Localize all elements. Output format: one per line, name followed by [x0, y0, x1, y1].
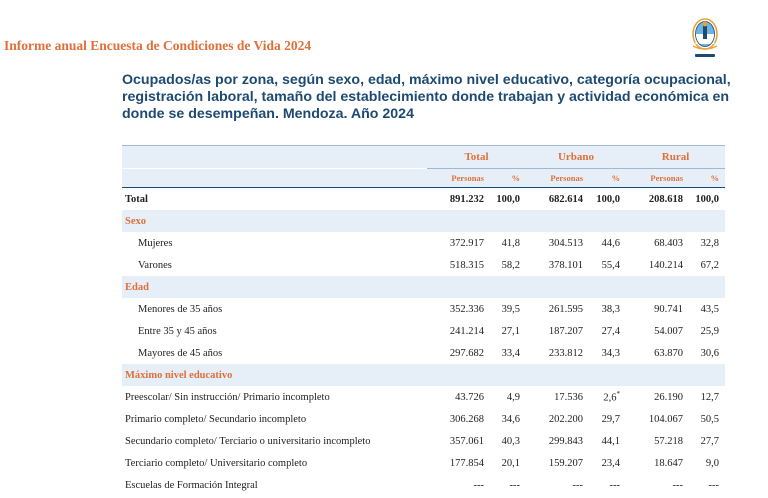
- cell-value: 306.268: [449, 413, 484, 425]
- cell-personas: [626, 232, 689, 254]
- cell-value: 233.812: [548, 347, 584, 359]
- cell-personas: [526, 342, 589, 364]
- cell-percent: [589, 320, 626, 342]
- table-row: [122, 342, 725, 364]
- cell-value: 63.870: [654, 347, 684, 359]
- cell-value: 682.614: [548, 193, 584, 205]
- cell-percent: [689, 452, 725, 474]
- subheader-personas: Personas: [626, 169, 689, 188]
- cell-value: ---: [509, 479, 521, 491]
- cell-value: 261.595: [548, 303, 584, 315]
- cell-value: 32,8: [700, 237, 720, 249]
- cell-personas: [526, 188, 589, 211]
- cell-value: 357.061: [449, 435, 484, 447]
- cell-personas: [626, 408, 689, 430]
- row-label: Entre 35 y 45 años: [138, 325, 217, 337]
- cell-percent: [589, 452, 626, 474]
- cell-personas: [626, 188, 689, 211]
- subheader-percent: %: [589, 169, 626, 188]
- cell-personas: [427, 386, 490, 408]
- cell-value: 518.315: [449, 259, 484, 271]
- cell-value: 29,7: [601, 413, 621, 425]
- row-label: Total: [125, 193, 148, 205]
- cell-personas: [626, 474, 689, 496]
- cell-percent: [589, 232, 626, 254]
- cell-percent: [589, 254, 626, 276]
- row-label: Varones: [138, 259, 172, 271]
- data-table-container: [122, 145, 725, 496]
- cell-value: 38,3: [601, 303, 621, 315]
- cell-percent: [689, 232, 725, 254]
- cell-percent: [589, 298, 626, 320]
- section-label: Edad: [122, 276, 725, 298]
- cell-value: 9,0: [705, 457, 720, 469]
- cell-percent: [490, 320, 526, 342]
- cell-value: 40,3: [501, 435, 521, 447]
- cell-percent: [490, 430, 526, 452]
- cell-value: 20,1: [501, 457, 521, 469]
- section-label: Máximo nivel educativo: [122, 364, 725, 386]
- cell-personas: [626, 320, 689, 342]
- cell-percent: [689, 188, 725, 211]
- cell-personas: [427, 430, 490, 452]
- cell-value: 23,4: [601, 457, 621, 469]
- table-row: [122, 430, 725, 452]
- column-subheader-row: [122, 169, 725, 188]
- table-row: [122, 232, 725, 254]
- cell-percent: [689, 254, 725, 276]
- cell-percent: [490, 408, 526, 430]
- row-label: Terciario completo/ Universitario completo: [125, 457, 308, 469]
- cell-value: 2,6: [603, 392, 617, 404]
- cell-value: ---: [572, 479, 584, 491]
- cell-value: 159.207: [548, 457, 584, 469]
- table-row: [122, 254, 725, 276]
- cell-value: 4,9: [506, 391, 521, 403]
- cell-value: 57.218: [654, 435, 684, 447]
- row-label: Mayores de 45 años: [138, 347, 223, 359]
- column-group-rural: Rural: [626, 146, 725, 169]
- cell-percent: [689, 474, 725, 496]
- cell-value: 44,6: [601, 237, 621, 249]
- cell-personas: [526, 474, 589, 496]
- cell-percent: [589, 386, 626, 408]
- cell-personas: [427, 188, 490, 211]
- cell-value: 43,5: [700, 303, 720, 315]
- cell-value: 177.854: [449, 457, 484, 469]
- cell-value: 378.101: [548, 259, 584, 271]
- cell-percent: [689, 386, 725, 408]
- cell-value: 208.618: [648, 193, 684, 205]
- cell-percent: [490, 386, 526, 408]
- cell-value: 54.007: [654, 325, 684, 337]
- subheader-personas: Personas: [427, 169, 490, 188]
- column-group-urbano: Urbano: [526, 146, 626, 169]
- cell-percent: [689, 430, 725, 452]
- cell-personas: [526, 430, 589, 452]
- subheader-blank: [122, 169, 427, 188]
- cell-value: 39,5: [501, 303, 521, 315]
- cell-value: 27,7: [700, 435, 720, 447]
- cell-percent: [490, 232, 526, 254]
- cell-value: 372.917: [449, 237, 484, 249]
- cell-value: 26.190: [654, 391, 684, 403]
- cell-percent: [589, 342, 626, 364]
- table-body: [122, 188, 725, 497]
- cell-personas: [526, 298, 589, 320]
- table-row: [122, 408, 725, 430]
- cell-value: 187.207: [548, 325, 584, 337]
- column-group-total: Total: [427, 146, 526, 169]
- cell-percent: [589, 474, 626, 496]
- cell-value: 27,1: [501, 325, 521, 337]
- section-label: Sexo: [122, 210, 725, 232]
- cell-personas: [626, 452, 689, 474]
- cell-value: 27,4: [601, 325, 621, 337]
- cell-value: 100,0: [695, 193, 720, 205]
- cell-percent: [689, 320, 725, 342]
- table-section-row: [122, 210, 725, 232]
- report-header-title: Informe anual Encuesta de Condiciones de Vida 2024: [4, 38, 312, 53]
- cell-value: 55,4: [601, 259, 621, 271]
- cell-personas: [427, 320, 490, 342]
- cell-personas: [626, 342, 689, 364]
- cell-personas: [427, 342, 490, 364]
- table-row: [122, 474, 725, 496]
- subheader-percent: %: [689, 169, 725, 188]
- cell-personas: [626, 298, 689, 320]
- table-section-row: [122, 276, 725, 298]
- cell-value: 68.403: [654, 237, 684, 249]
- cell-value: 34,3: [601, 347, 621, 359]
- cell-percent: [490, 342, 526, 364]
- row-label: Preescolar/ Sin instrucción/ Primario incompleto: [125, 391, 330, 403]
- cell-value: 304.513: [548, 237, 584, 249]
- cell-personas: [526, 254, 589, 276]
- cell-personas: [427, 232, 490, 254]
- row-label: Mujeres: [138, 237, 173, 249]
- cell-percent: [490, 474, 526, 496]
- cell-personas: [526, 452, 589, 474]
- cell-value: 18.647: [654, 457, 684, 469]
- table-row: [122, 320, 725, 342]
- cell-flag: *: [616, 390, 621, 399]
- cell-value: 352.336: [449, 303, 484, 315]
- mendoza-seal-icon: [690, 16, 720, 60]
- cell-value: ---: [609, 479, 621, 491]
- cell-percent: [589, 408, 626, 430]
- cell-percent: [490, 298, 526, 320]
- row-label: Primario completo/ Secundario incompleto: [125, 413, 307, 425]
- cell-value: 100,0: [596, 193, 621, 205]
- cell-value: 33,4: [501, 347, 521, 359]
- cell-value: 44,1: [601, 435, 621, 447]
- cell-value: 58,2: [501, 259, 521, 271]
- cell-value: 891.232: [449, 193, 484, 205]
- table-row: [122, 188, 725, 211]
- table-row: [122, 452, 725, 474]
- cell-personas: [626, 430, 689, 452]
- table-row: [122, 386, 725, 408]
- cell-value: 299.843: [548, 435, 584, 447]
- table-row: [122, 298, 725, 320]
- cell-value: 43.726: [455, 391, 484, 403]
- occupied-persons-table: [122, 145, 725, 496]
- cell-percent: [689, 298, 725, 320]
- cell-value: 12,7: [700, 391, 720, 403]
- cell-value: 41,8: [501, 237, 521, 249]
- cell-personas: [427, 452, 490, 474]
- subheader-percent: %: [490, 169, 526, 188]
- subheader-personas: Personas: [526, 169, 589, 188]
- row-label: Secundario completo/ Terciario o universitario incompleto: [125, 435, 371, 447]
- cell-personas: [427, 474, 490, 496]
- cell-value: ---: [672, 479, 684, 491]
- cell-personas: [526, 320, 589, 342]
- cell-value: 90.741: [654, 303, 684, 315]
- cell-value: 241.214: [449, 325, 484, 337]
- cell-personas: [526, 232, 589, 254]
- cell-personas: [526, 386, 589, 408]
- cell-personas: [427, 254, 490, 276]
- cell-value: 100,0: [496, 193, 521, 205]
- cell-percent: [689, 408, 725, 430]
- cell-percent: [490, 254, 526, 276]
- cell-value: 17.536: [554, 391, 584, 403]
- cell-personas: [626, 386, 689, 408]
- column-group-header-row: [122, 146, 725, 169]
- cell-personas: [427, 408, 490, 430]
- cell-percent: [490, 188, 526, 211]
- row-label: Escuelas de Formación Integral: [125, 479, 258, 491]
- header-blank: [122, 146, 427, 169]
- cell-value: ---: [473, 479, 484, 491]
- cell-value: 67,2: [700, 259, 720, 271]
- cell-value: ---: [708, 479, 720, 491]
- table-title: Ocupados/as por zona, según sexo, edad, máximo nivel educativo, categoría ocupacional, registración laboral, tamaño del establecimiento donde trabajan y actividad económica en donde se desempeñan. Mendoza. Año 2024: [122, 72, 731, 122]
- cell-value: 25,9: [700, 325, 720, 337]
- cell-personas: [427, 298, 490, 320]
- cell-value: 104.067: [648, 413, 684, 425]
- cell-value: 50,5: [700, 413, 720, 425]
- cell-value: 202.200: [548, 413, 584, 425]
- table-section-row: [122, 364, 725, 386]
- cell-personas: [526, 408, 589, 430]
- cell-value: 297.682: [449, 347, 484, 359]
- cell-value: 140.214: [648, 259, 684, 271]
- cell-percent: [490, 452, 526, 474]
- cell-percent: [689, 342, 725, 364]
- cell-value: 34,6: [501, 413, 521, 425]
- row-label: Menores de 35 años: [138, 303, 223, 315]
- cell-personas: [626, 254, 689, 276]
- cell-percent: [589, 188, 626, 211]
- cell-percent: [589, 430, 626, 452]
- cell-value: 30,6: [700, 347, 720, 359]
